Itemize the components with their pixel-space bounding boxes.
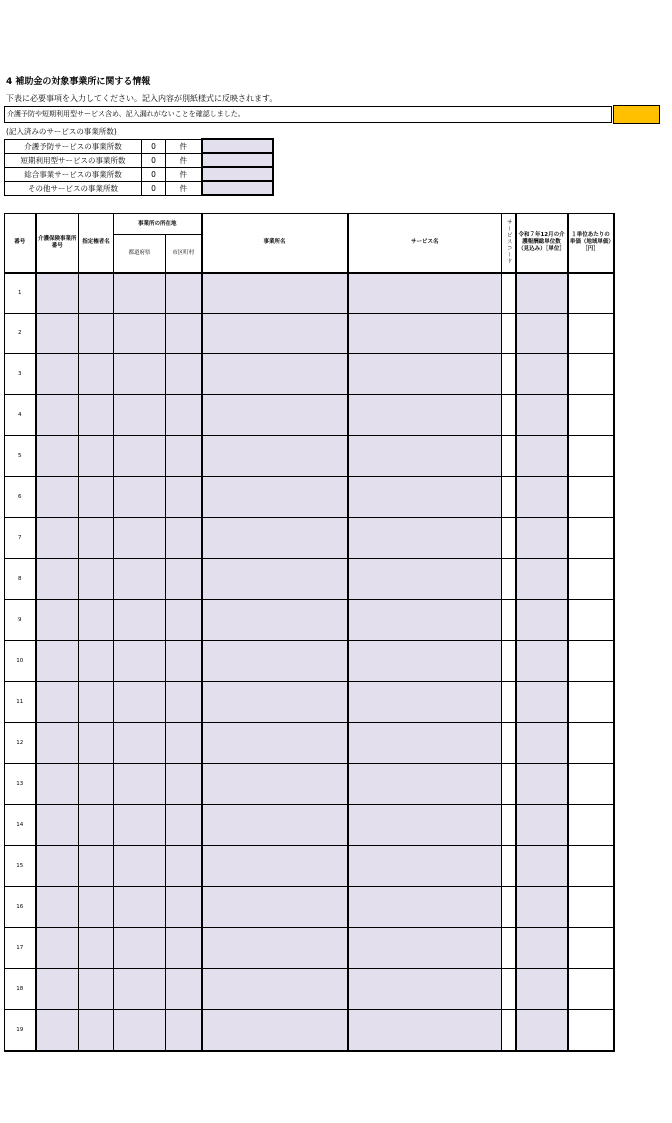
designator-cell[interactable] bbox=[79, 599, 114, 640]
city-cell[interactable] bbox=[166, 845, 202, 886]
office-name-cell[interactable] bbox=[202, 927, 348, 968]
designator-cell[interactable] bbox=[79, 517, 114, 558]
office-number-cell[interactable] bbox=[36, 394, 79, 435]
unit-price-cell[interactable] bbox=[568, 353, 614, 394]
row-number: 13 bbox=[5, 763, 36, 804]
designator-cell[interactable] bbox=[79, 927, 114, 968]
service-code-cell[interactable] bbox=[502, 353, 516, 394]
unit-price-cell[interactable] bbox=[568, 1009, 614, 1051]
unit-price-cell[interactable] bbox=[568, 394, 614, 435]
table-row bbox=[5, 394, 614, 435]
header-office-no: 介護保険事業所番号 bbox=[36, 214, 79, 273]
prefecture-cell[interactable] bbox=[114, 886, 166, 927]
units-cell[interactable] bbox=[516, 1009, 568, 1051]
count-row bbox=[5, 167, 273, 181]
service-name-cell[interactable] bbox=[348, 804, 502, 845]
count-unit: 件 bbox=[166, 167, 202, 181]
service-name-cell[interactable] bbox=[348, 558, 502, 599]
service-code-cell[interactable] bbox=[502, 640, 516, 681]
service-code-cell[interactable] bbox=[502, 273, 516, 314]
units-cell[interactable] bbox=[516, 763, 568, 804]
count-value: 0 bbox=[142, 167, 166, 181]
office-number-cell[interactable] bbox=[36, 435, 79, 476]
office-number-cell[interactable] bbox=[36, 968, 79, 1009]
service-name-cell[interactable] bbox=[348, 599, 502, 640]
service-name-cell[interactable] bbox=[348, 968, 502, 1009]
office-name-cell[interactable] bbox=[202, 435, 348, 476]
designator-cell[interactable] bbox=[79, 845, 114, 886]
table-row bbox=[5, 927, 614, 968]
office-name-cell[interactable] bbox=[202, 273, 348, 314]
service-code-cell[interactable] bbox=[502, 517, 516, 558]
prefecture-cell[interactable] bbox=[114, 845, 166, 886]
office-name-cell[interactable] bbox=[202, 1009, 348, 1051]
unit-price-cell[interactable] bbox=[568, 313, 614, 353]
office-number-cell[interactable] bbox=[36, 1009, 79, 1051]
service-name-cell[interactable] bbox=[348, 845, 502, 886]
designator-cell[interactable] bbox=[79, 435, 114, 476]
prefecture-cell[interactable] bbox=[114, 558, 166, 599]
service-code-cell[interactable] bbox=[502, 599, 516, 640]
units-cell[interactable] bbox=[516, 353, 568, 394]
units-cell[interactable] bbox=[516, 681, 568, 722]
office-name-cell[interactable] bbox=[202, 394, 348, 435]
office-number-cell[interactable] bbox=[36, 804, 79, 845]
units-cell[interactable] bbox=[516, 968, 568, 1009]
office-name-cell[interactable] bbox=[202, 558, 348, 599]
header-units: 令和７年12月の介護報酬総単位数（見込み）［単位］ bbox=[516, 214, 568, 273]
service-code-cell[interactable] bbox=[502, 435, 516, 476]
designator-cell[interactable] bbox=[79, 763, 114, 804]
office-name-cell[interactable] bbox=[202, 804, 348, 845]
city-cell[interactable] bbox=[166, 722, 202, 763]
unit-price-cell[interactable] bbox=[568, 968, 614, 1009]
prefecture-cell[interactable] bbox=[114, 476, 166, 517]
table-row bbox=[5, 353, 614, 394]
table-row bbox=[5, 804, 614, 845]
service-code-cell[interactable] bbox=[502, 927, 516, 968]
row-number: 12 bbox=[5, 722, 36, 763]
office-number-cell[interactable] bbox=[36, 763, 79, 804]
service-code-cell[interactable] bbox=[502, 722, 516, 763]
designator-cell[interactable] bbox=[79, 353, 114, 394]
units-cell[interactable] bbox=[516, 640, 568, 681]
office-name-cell[interactable] bbox=[202, 476, 348, 517]
city-cell[interactable] bbox=[166, 763, 202, 804]
count-input-cell[interactable] bbox=[202, 153, 273, 167]
table-row bbox=[5, 886, 614, 927]
units-cell[interactable] bbox=[516, 476, 568, 517]
prefecture-cell[interactable] bbox=[114, 517, 166, 558]
designator-cell[interactable] bbox=[79, 722, 114, 763]
counts-title: (記入済みのサービスの事業所数) bbox=[6, 127, 117, 136]
prefecture-cell[interactable] bbox=[114, 1009, 166, 1051]
unit-price-cell[interactable] bbox=[568, 517, 614, 558]
count-unit: 件 bbox=[166, 181, 202, 195]
service-code-cell[interactable] bbox=[502, 394, 516, 435]
service-code-cell[interactable] bbox=[502, 968, 516, 1009]
office-name-cell[interactable] bbox=[202, 681, 348, 722]
prefecture-cell[interactable] bbox=[114, 394, 166, 435]
units-cell[interactable] bbox=[516, 927, 568, 968]
count-unit: 件 bbox=[166, 153, 202, 167]
count-value: 0 bbox=[142, 153, 166, 167]
count-input-cell[interactable] bbox=[202, 167, 273, 181]
designator-cell[interactable] bbox=[79, 1009, 114, 1051]
prefecture-cell[interactable] bbox=[114, 927, 166, 968]
header-unit-price: １単位あたりの単価（地域単価）［円］ bbox=[568, 214, 614, 273]
count-input-cell[interactable] bbox=[202, 181, 273, 195]
prefecture-cell[interactable] bbox=[114, 804, 166, 845]
table-row bbox=[5, 722, 614, 763]
table-row bbox=[5, 435, 614, 476]
units-cell[interactable] bbox=[516, 435, 568, 476]
office-name-cell[interactable] bbox=[202, 968, 348, 1009]
confirm-checkbox[interactable] bbox=[613, 105, 660, 124]
city-cell[interactable] bbox=[166, 353, 202, 394]
service-name-cell[interactable] bbox=[348, 763, 502, 804]
units-cell[interactable] bbox=[516, 517, 568, 558]
city-cell[interactable] bbox=[166, 968, 202, 1009]
city-cell[interactable] bbox=[166, 476, 202, 517]
unit-price-cell[interactable] bbox=[568, 681, 614, 722]
office-number-cell[interactable] bbox=[36, 476, 79, 517]
row-number: 2 bbox=[5, 313, 36, 353]
instruction-text: 下表に必要事項を入力してください。記入内容が別紙様式に反映されます。 bbox=[6, 94, 278, 103]
row-number: 18 bbox=[5, 968, 36, 1009]
units-cell[interactable] bbox=[516, 313, 568, 353]
unit-price-cell[interactable] bbox=[568, 640, 614, 681]
row-number: 3 bbox=[5, 353, 36, 394]
city-cell[interactable] bbox=[166, 804, 202, 845]
office-number-cell[interactable] bbox=[36, 845, 79, 886]
units-cell[interactable] bbox=[516, 722, 568, 763]
unit-price-cell[interactable] bbox=[568, 273, 614, 314]
row-number: 9 bbox=[5, 599, 36, 640]
service-name-cell[interactable] bbox=[348, 394, 502, 435]
office-number-cell[interactable] bbox=[36, 353, 79, 394]
designator-cell[interactable] bbox=[79, 640, 114, 681]
designator-cell[interactable] bbox=[79, 681, 114, 722]
row-number: 14 bbox=[5, 804, 36, 845]
city-cell[interactable] bbox=[166, 1009, 202, 1051]
service-code-cell[interactable] bbox=[502, 804, 516, 845]
city-cell[interactable] bbox=[166, 435, 202, 476]
service-name-cell[interactable] bbox=[348, 886, 502, 927]
service-name-cell[interactable] bbox=[348, 353, 502, 394]
units-cell[interactable] bbox=[516, 886, 568, 927]
city-cell[interactable] bbox=[166, 394, 202, 435]
office-name-cell[interactable] bbox=[202, 722, 348, 763]
header-location: 事業所の所在地 bbox=[114, 214, 202, 235]
prefecture-cell[interactable] bbox=[114, 353, 166, 394]
city-cell[interactable] bbox=[166, 886, 202, 927]
designator-cell[interactable] bbox=[79, 394, 114, 435]
prefecture-cell[interactable] bbox=[114, 968, 166, 1009]
counts-table bbox=[4, 138, 274, 196]
count-value: 0 bbox=[142, 181, 166, 195]
designator-cell[interactable] bbox=[79, 313, 114, 353]
count-label: その他サービスの事業所数 bbox=[5, 181, 142, 195]
service-code-cell[interactable] bbox=[502, 681, 516, 722]
service-code-cell[interactable] bbox=[502, 886, 516, 927]
city-cell[interactable] bbox=[166, 517, 202, 558]
prefecture-cell[interactable] bbox=[114, 273, 166, 314]
count-row bbox=[5, 181, 273, 195]
office-table bbox=[4, 213, 615, 1052]
unit-price-cell[interactable] bbox=[568, 763, 614, 804]
units-cell[interactable] bbox=[516, 599, 568, 640]
row-number: 6 bbox=[5, 476, 36, 517]
row-number: 10 bbox=[5, 640, 36, 681]
office-name-cell[interactable] bbox=[202, 517, 348, 558]
count-unit: 件 bbox=[166, 139, 202, 153]
prefecture-cell[interactable] bbox=[114, 722, 166, 763]
designator-cell[interactable] bbox=[79, 273, 114, 314]
office-number-cell[interactable] bbox=[36, 886, 79, 927]
count-label: 短期利用型サービスの事業所数 bbox=[5, 153, 142, 167]
city-cell[interactable] bbox=[166, 599, 202, 640]
table-row bbox=[5, 517, 614, 558]
service-code-cell[interactable] bbox=[502, 476, 516, 517]
table-row bbox=[5, 476, 614, 517]
unit-price-cell[interactable] bbox=[568, 558, 614, 599]
count-row bbox=[5, 139, 273, 153]
header-office-name: 事業所名 bbox=[202, 214, 348, 273]
prefecture-cell[interactable] bbox=[114, 640, 166, 681]
count-label: 総合事業サービスの事業所数 bbox=[5, 167, 142, 181]
prefecture-cell[interactable] bbox=[114, 681, 166, 722]
table-row bbox=[5, 968, 614, 1009]
row-number: 5 bbox=[5, 435, 36, 476]
city-cell[interactable] bbox=[166, 927, 202, 968]
service-name-cell[interactable] bbox=[348, 476, 502, 517]
units-cell[interactable] bbox=[516, 273, 568, 314]
office-number-cell[interactable] bbox=[36, 558, 79, 599]
office-name-cell[interactable] bbox=[202, 640, 348, 681]
table-row bbox=[5, 273, 614, 314]
header-service-name: サービス名 bbox=[348, 214, 502, 273]
prefecture-cell[interactable] bbox=[114, 435, 166, 476]
prefecture-cell[interactable] bbox=[114, 763, 166, 804]
service-name-cell[interactable] bbox=[348, 273, 502, 314]
row-number: 7 bbox=[5, 517, 36, 558]
count-input-cell[interactable] bbox=[202, 139, 273, 153]
designator-cell[interactable] bbox=[79, 804, 114, 845]
table-row bbox=[5, 313, 614, 353]
prefecture-cell[interactable] bbox=[114, 599, 166, 640]
designator-cell[interactable] bbox=[79, 968, 114, 1009]
office-number-cell[interactable] bbox=[36, 599, 79, 640]
office-name-cell[interactable] bbox=[202, 763, 348, 804]
header-no: 番号 bbox=[5, 214, 36, 273]
office-number-cell[interactable] bbox=[36, 517, 79, 558]
office-name-cell[interactable] bbox=[202, 599, 348, 640]
header-prefecture: 都道府県 bbox=[114, 235, 166, 273]
service-name-cell[interactable] bbox=[348, 517, 502, 558]
header-service-code bbox=[502, 214, 516, 273]
office-number-cell[interactable] bbox=[36, 722, 79, 763]
unit-price-cell[interactable] bbox=[568, 927, 614, 968]
office-name-cell[interactable] bbox=[202, 313, 348, 353]
service-name-cell[interactable] bbox=[348, 640, 502, 681]
unit-price-cell[interactable] bbox=[568, 722, 614, 763]
table-row bbox=[5, 763, 614, 804]
service-name-cell[interactable] bbox=[348, 313, 502, 353]
table-row bbox=[5, 1009, 614, 1051]
section-title: 4 補助金の対象事業所に関する情報 bbox=[6, 77, 151, 87]
header-designator: 指定権者名 bbox=[79, 214, 114, 273]
service-name-cell[interactable] bbox=[348, 927, 502, 968]
table-row bbox=[5, 599, 614, 640]
service-code-cell[interactable] bbox=[502, 1009, 516, 1051]
office-number-cell[interactable] bbox=[36, 927, 79, 968]
unit-price-cell[interactable] bbox=[568, 435, 614, 476]
table-row bbox=[5, 845, 614, 886]
row-number: 1 bbox=[5, 273, 36, 314]
office-number-cell[interactable] bbox=[36, 273, 79, 314]
unit-price-cell[interactable] bbox=[568, 804, 614, 845]
unit-price-cell[interactable] bbox=[568, 599, 614, 640]
row-number: 8 bbox=[5, 558, 36, 599]
service-name-cell[interactable] bbox=[348, 1009, 502, 1051]
count-label: 介護予防サービスの事業所数 bbox=[5, 139, 142, 153]
header-service-code-label: サービスコード bbox=[505, 218, 512, 265]
office-number-cell[interactable] bbox=[36, 313, 79, 353]
unit-price-cell[interactable] bbox=[568, 845, 614, 886]
unit-price-cell[interactable] bbox=[568, 476, 614, 517]
city-cell[interactable] bbox=[166, 640, 202, 681]
city-cell[interactable] bbox=[166, 558, 202, 599]
city-cell[interactable] bbox=[166, 273, 202, 314]
office-name-cell[interactable] bbox=[202, 845, 348, 886]
table-row bbox=[5, 558, 614, 599]
table-row bbox=[5, 681, 614, 722]
service-code-cell[interactable] bbox=[502, 763, 516, 804]
count-value: 0 bbox=[142, 139, 166, 153]
office-number-cell[interactable] bbox=[36, 681, 79, 722]
city-cell[interactable] bbox=[166, 681, 202, 722]
table-row bbox=[5, 640, 614, 681]
count-row bbox=[5, 153, 273, 167]
row-number: 17 bbox=[5, 927, 36, 968]
service-code-cell[interactable] bbox=[502, 845, 516, 886]
unit-price-cell[interactable] bbox=[568, 886, 614, 927]
units-cell[interactable] bbox=[516, 558, 568, 599]
header-city: 市区町村 bbox=[166, 235, 202, 273]
service-code-cell[interactable] bbox=[502, 313, 516, 353]
designator-cell[interactable] bbox=[79, 886, 114, 927]
row-number: 15 bbox=[5, 845, 36, 886]
designator-cell[interactable] bbox=[79, 476, 114, 517]
units-cell[interactable] bbox=[516, 394, 568, 435]
prefecture-cell[interactable] bbox=[114, 313, 166, 353]
office-name-cell[interactable] bbox=[202, 353, 348, 394]
confirm-statement: 介護予防や短期利用型サービス含め、記入漏れがないことを確認しました。 bbox=[4, 106, 612, 123]
units-cell[interactable] bbox=[516, 804, 568, 845]
row-number: 19 bbox=[5, 1009, 36, 1051]
row-number: 4 bbox=[5, 394, 36, 435]
service-code-cell[interactable] bbox=[502, 558, 516, 599]
service-name-cell[interactable] bbox=[348, 722, 502, 763]
city-cell[interactable] bbox=[166, 313, 202, 353]
units-cell[interactable] bbox=[516, 845, 568, 886]
office-name-cell[interactable] bbox=[202, 886, 348, 927]
service-name-cell[interactable] bbox=[348, 681, 502, 722]
service-name-cell[interactable] bbox=[348, 435, 502, 476]
office-number-cell[interactable] bbox=[36, 640, 79, 681]
row-number: 11 bbox=[5, 681, 36, 722]
designator-cell[interactable] bbox=[79, 558, 114, 599]
row-number: 16 bbox=[5, 886, 36, 927]
